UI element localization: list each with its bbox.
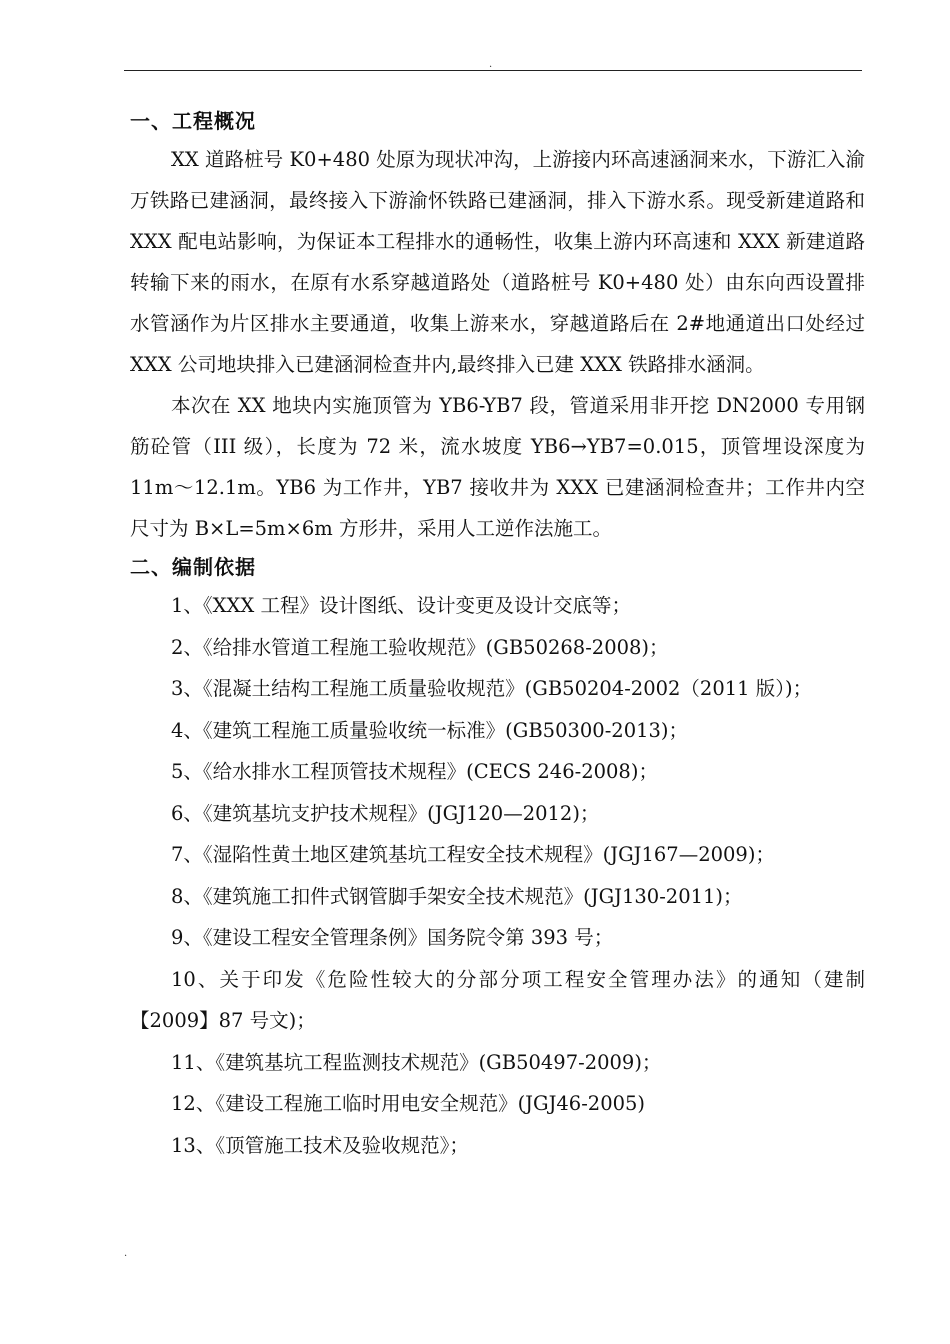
overview-paragraph-2: 本次在 XX 地块内实施顶管为 YB6-YB7 段，管道采用非开挖 DN2000 专用钢筋砼管（III 级），长度为 72 米，流水坡度 YB6→YB7=0.015，顶管埋设深度为 11m～12.1m。YB6 为工作井，YB7 接收井为 XXX 已建涵洞检查井；工作井内空尺寸为 B×L=5m×6m 方形井，采用人工逆作法施工。 xyxy=(130,394,865,540)
footer-mark: . xyxy=(124,1248,128,1259)
reference-item: 4、《建筑工程施工质量验收统一标准》(GB50300-2013)； xyxy=(171,718,689,742)
reference-item: 10、关于印发《危险性较大的分部分项工程安全管理办法》的通知（建制【2009】87 号文)； xyxy=(130,967,865,1032)
reference-item: 9、《建设工程安全管理条例》国务院令第 393 号； xyxy=(171,926,614,949)
reference-item: 1、《XXX 工程》设计图纸、设计变更及设计交底等； xyxy=(171,594,632,617)
reference-item: 7、《湿陷性黄土地区建筑基坑工程安全技术规程》(JGJ167—2009)； xyxy=(171,843,775,866)
reference-item: 3、《混凝土结构工程施工质量验收规范》(GB50204-2002（2011 版）)； xyxy=(171,677,813,700)
reference-item: 11、《建筑基坑工程监测技术规范》(GB50497-2009)； xyxy=(171,1050,662,1074)
reference-list xyxy=(130,585,865,1166)
section-title-overview: 一、工程概况 xyxy=(130,109,256,133)
reference-item: 12、《建设工程施工临时用电安全规范》(JGJ46-2005) xyxy=(171,1092,646,1115)
document-body xyxy=(130,103,865,1166)
reference-item: 6、《建筑基坑支护技术规程》(JGJ120—2012)； xyxy=(171,801,600,825)
reference-item: 5、《给水排水工程顶管技术规程》(CECS 246-2008)； xyxy=(171,760,658,783)
overview-paragraph-1: XX 道路桩号 K0+480 处原为现状冲沟，上游接内环高速涵洞来水，下游汇入渝万铁路已建涵洞，最终接入下游渝怀铁路已建涵洞，排入下游水系。现受新建道路和 XXX 配电站影响，为保证本工程排水的通畅性，收集上游内环高速和 XXX 新建道路转输下来的雨水，在原有水系穿越道路处（道路桩号 K0+480 处）由东向西设置排水管涵作为片区排水主要通道，收集上游来水，穿越道路后在 2#地通道出口处经过 XXX 公司地块排入已建涵洞检查井内,最终排入已建 XXX 铁路排水涵洞。 xyxy=(130,148,865,376)
section-title-basis: 二、编制依据 xyxy=(130,555,256,579)
reference-item: 13、《顶管施工技术及验收规范》； xyxy=(171,1133,469,1157)
reference-item: 2、《给排水管道工程施工验收规范》(GB50268-2008)； xyxy=(171,635,669,659)
header-mark: . xyxy=(489,59,493,70)
header-rule xyxy=(124,70,862,71)
reference-item: 8、《建筑施工扣件式钢管脚手架安全技术规范》(JGJ130-2011)； xyxy=(171,884,743,908)
